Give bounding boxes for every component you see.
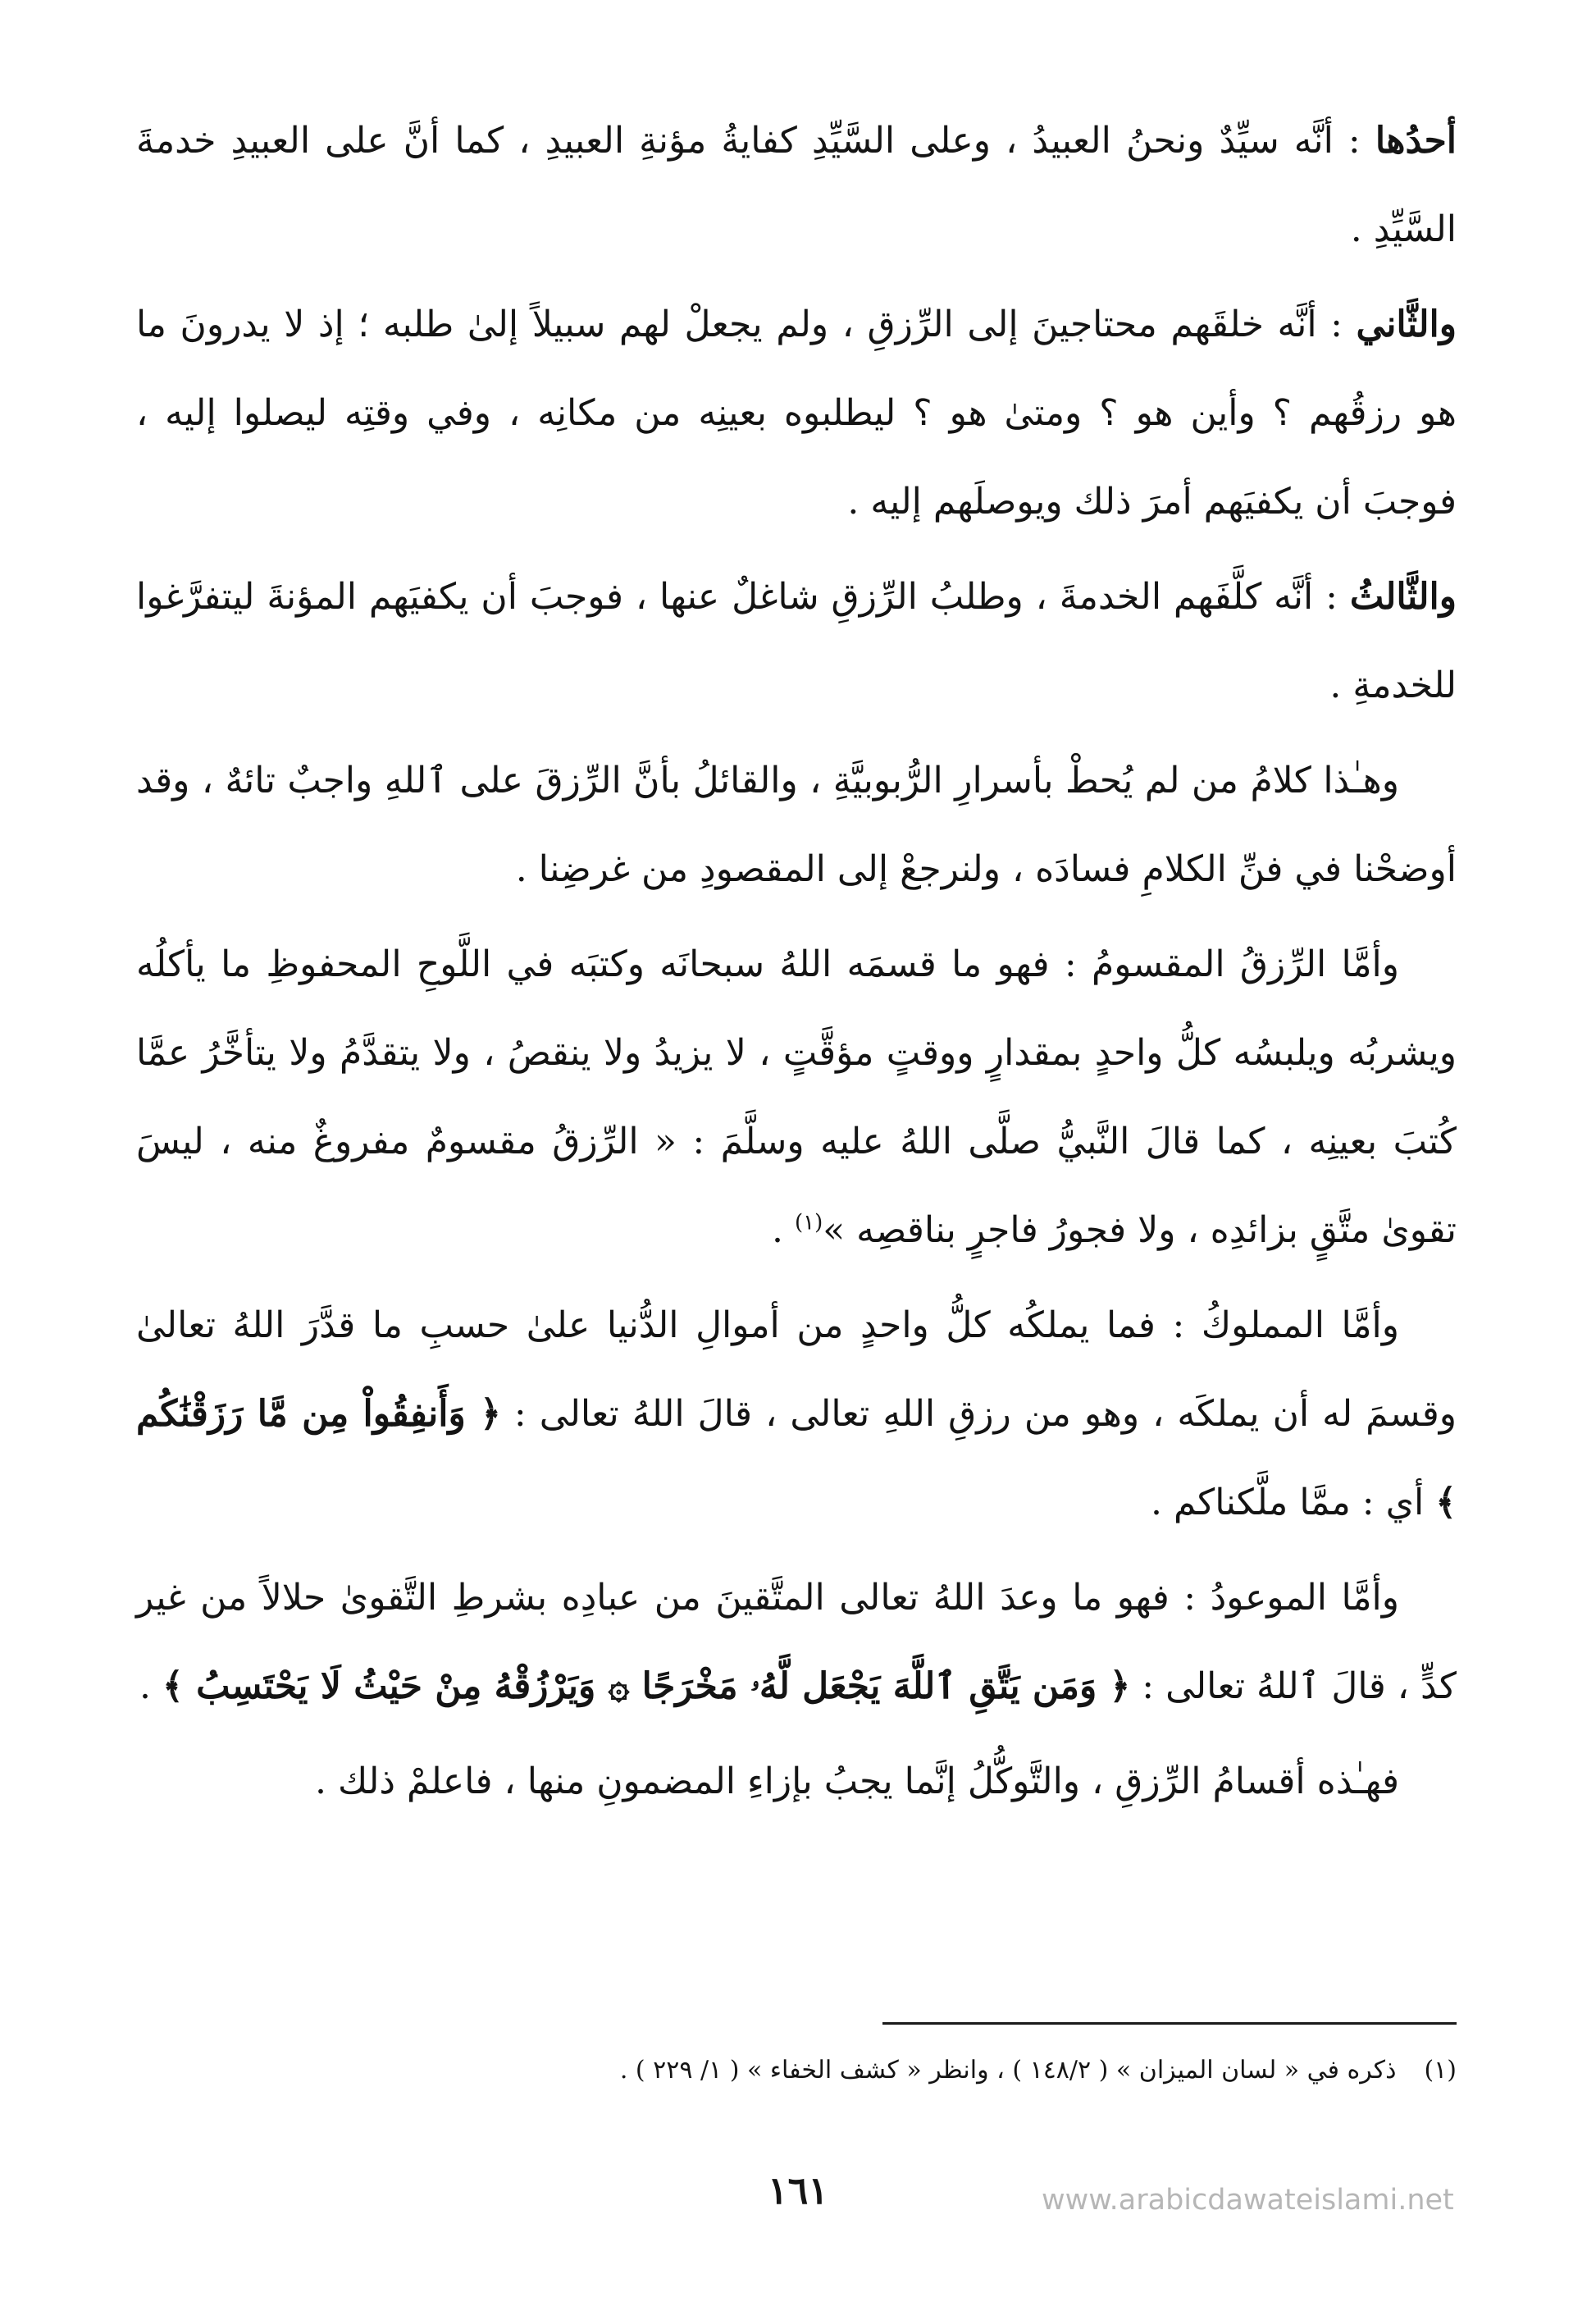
- quran-quote: ﴿ وَأَنفِقُواْ مِن مَّا رَزَقْنَٰكُم ﴾: [136, 1393, 1457, 1523]
- paragraph-second-reason: [136, 281, 1457, 546]
- paragraph-text: : أنَّه سيِّدٌ ونحنُ العبيدُ ، وعلى السَّيِّدِ كفايةُ مؤنةِ العبيدِ ، كما أنَّ على العبيدِ خدمةَ السَّيِّدِ .: [136, 120, 1457, 250]
- page-number: ١٦١: [767, 2168, 829, 2213]
- paragraph-rebuttal: [136, 737, 1457, 914]
- paragraph-text: وأمَّا الموعودُ : فهو ما وعدَ اللهُ تعالى المتَّقينَ من عبادِه بشرطِ التَّقوىٰ حلالاً من غير كدٍّ ، قالَ ٱللهُ تعالى :: [136, 1577, 1457, 1707]
- paragraph-text: وأمَّا الرِّزقُ المقسومُ : فهو ما قسمَه اللهُ سبحانَه وكتبَه في اللَّوحِ المحفوظِ ما يأكلُه ويشربُه ويلبسُه كلُّ واحدٍ بمقدارٍ ووقتٍ مؤقَّتٍ ، لا يزيدُ ولا ينقصُ ، ولا يتقدَّمُ ولا يتأخَّرُ عمَّا كُتبَ بعينِه ، كما قالَ النَّبيُّ صلَّى اللهُ عليه وسلَّمَ : « الرِّزقُ مقسومٌ مفروغٌ منه ، ليسَ تقوىٰ متَّقٍ بزائدِه ، ولا فجورُ فاجرٍ بناقصِه »: [136, 943, 1457, 1251]
- paragraph-lead: والثَّالثُ: [1349, 576, 1457, 618]
- footnote: [136, 2051, 1457, 2090]
- paragraph-first-reason: [136, 97, 1457, 274]
- paragraph-text: وأمَّا المملوكُ : فما يملكُه كلُّ واحدٍ من أموالِ الدُّنيا علىٰ حسبِ ما قدَّرَ اللهُ تعالىٰ وقسمَ له أن يملكَه ، وهو من رزقِ اللهِ تعالى ، قالَ اللهُ تعالى :: [136, 1304, 1457, 1435]
- paragraph-tail: .: [771, 1209, 795, 1251]
- paragraph-conclusion: [136, 1738, 1457, 1826]
- quran-quote: ﴿ وَمَن يَتَّقِ ٱللَّهَ يَجْعَل لَّهُۥ مَخْرَجًا ۞ وَيَرْزُقْهُ مِنْ حَيْثُ لَا يَحْتَسِبُ ﴾: [162, 1665, 1131, 1707]
- paragraph-text: وهـٰذا كلامُ من لم يُحطْ بأسرارِ الرُّبوبيَّةِ ، والقائلُ بأنَّ الرِّزقَ على ٱللهِ واجبٌ تائهٌ ، وقد أوضحْنا في فنِّ الكلامِ فسادَه ، ولنرجعْ إلى المقصودِ من غرضِنا .: [136, 760, 1457, 890]
- paragraph-allotted-provision: [136, 920, 1457, 1275]
- paragraph-text: فهـٰذه أقسامُ الرِّزقِ ، والتَّوكُّلُ إنَّما يجبُ بإزاءِ المضمونِ منها ، فاعلمْ ذلك .: [314, 1760, 1399, 1802]
- paragraph-third-reason: [136, 553, 1457, 730]
- paragraph-tail: .: [139, 1665, 163, 1707]
- footnote-text: ذكره في « لسان الميزان » ( ١٤٨/٢ ) ، وانظر « كشف الخفاء » ( ١/ ٢٢٩ ) .: [619, 2056, 1397, 2085]
- paragraph-text: : أنَّه خلقَهم محتاجينَ إلى الرِّزقِ ، ولم يجعلْ لهم سبيلاً إلىٰ طلبه ؛ إذ لا يدرونَ ما هو رزقُهم ؟ وأين هو ؟ ومتىٰ هو ؟ ليطلبوه بعينِه من مكانِه ، وفي وقتِه ليصلوا إليه ، فوجبَ أن يكفيَهم أمرَ ذلك ويوصلَهم إليه .: [136, 304, 1457, 523]
- footnote-reference[interactable]: (١): [794, 1210, 823, 1235]
- footnote-number: (١): [1424, 2056, 1457, 2085]
- paragraph-lead: أحدُها: [1375, 120, 1457, 162]
- paragraph-lead: والثَّاني: [1356, 304, 1457, 345]
- watermark-url: www.arabicdawateislami.net: [1042, 2184, 1454, 2217]
- paragraph-promised-provision: [136, 1554, 1457, 1731]
- paragraph-tail: أي : ممَّا ملَّكناكم .: [1151, 1482, 1436, 1523]
- main-text: [136, 97, 1457, 1826]
- paragraph-text: : أنَّه كلَّفَهم الخدمةَ ، وطلبُ الرِّزقِ شاغلٌ عنها ، فوجبَ أن يكفيَهم المؤنةَ ليتفرَّغوا للخدمةِ .: [136, 576, 1457, 706]
- paragraph-owned-provision: [136, 1281, 1457, 1547]
- footnote-divider: [882, 2022, 1457, 2025]
